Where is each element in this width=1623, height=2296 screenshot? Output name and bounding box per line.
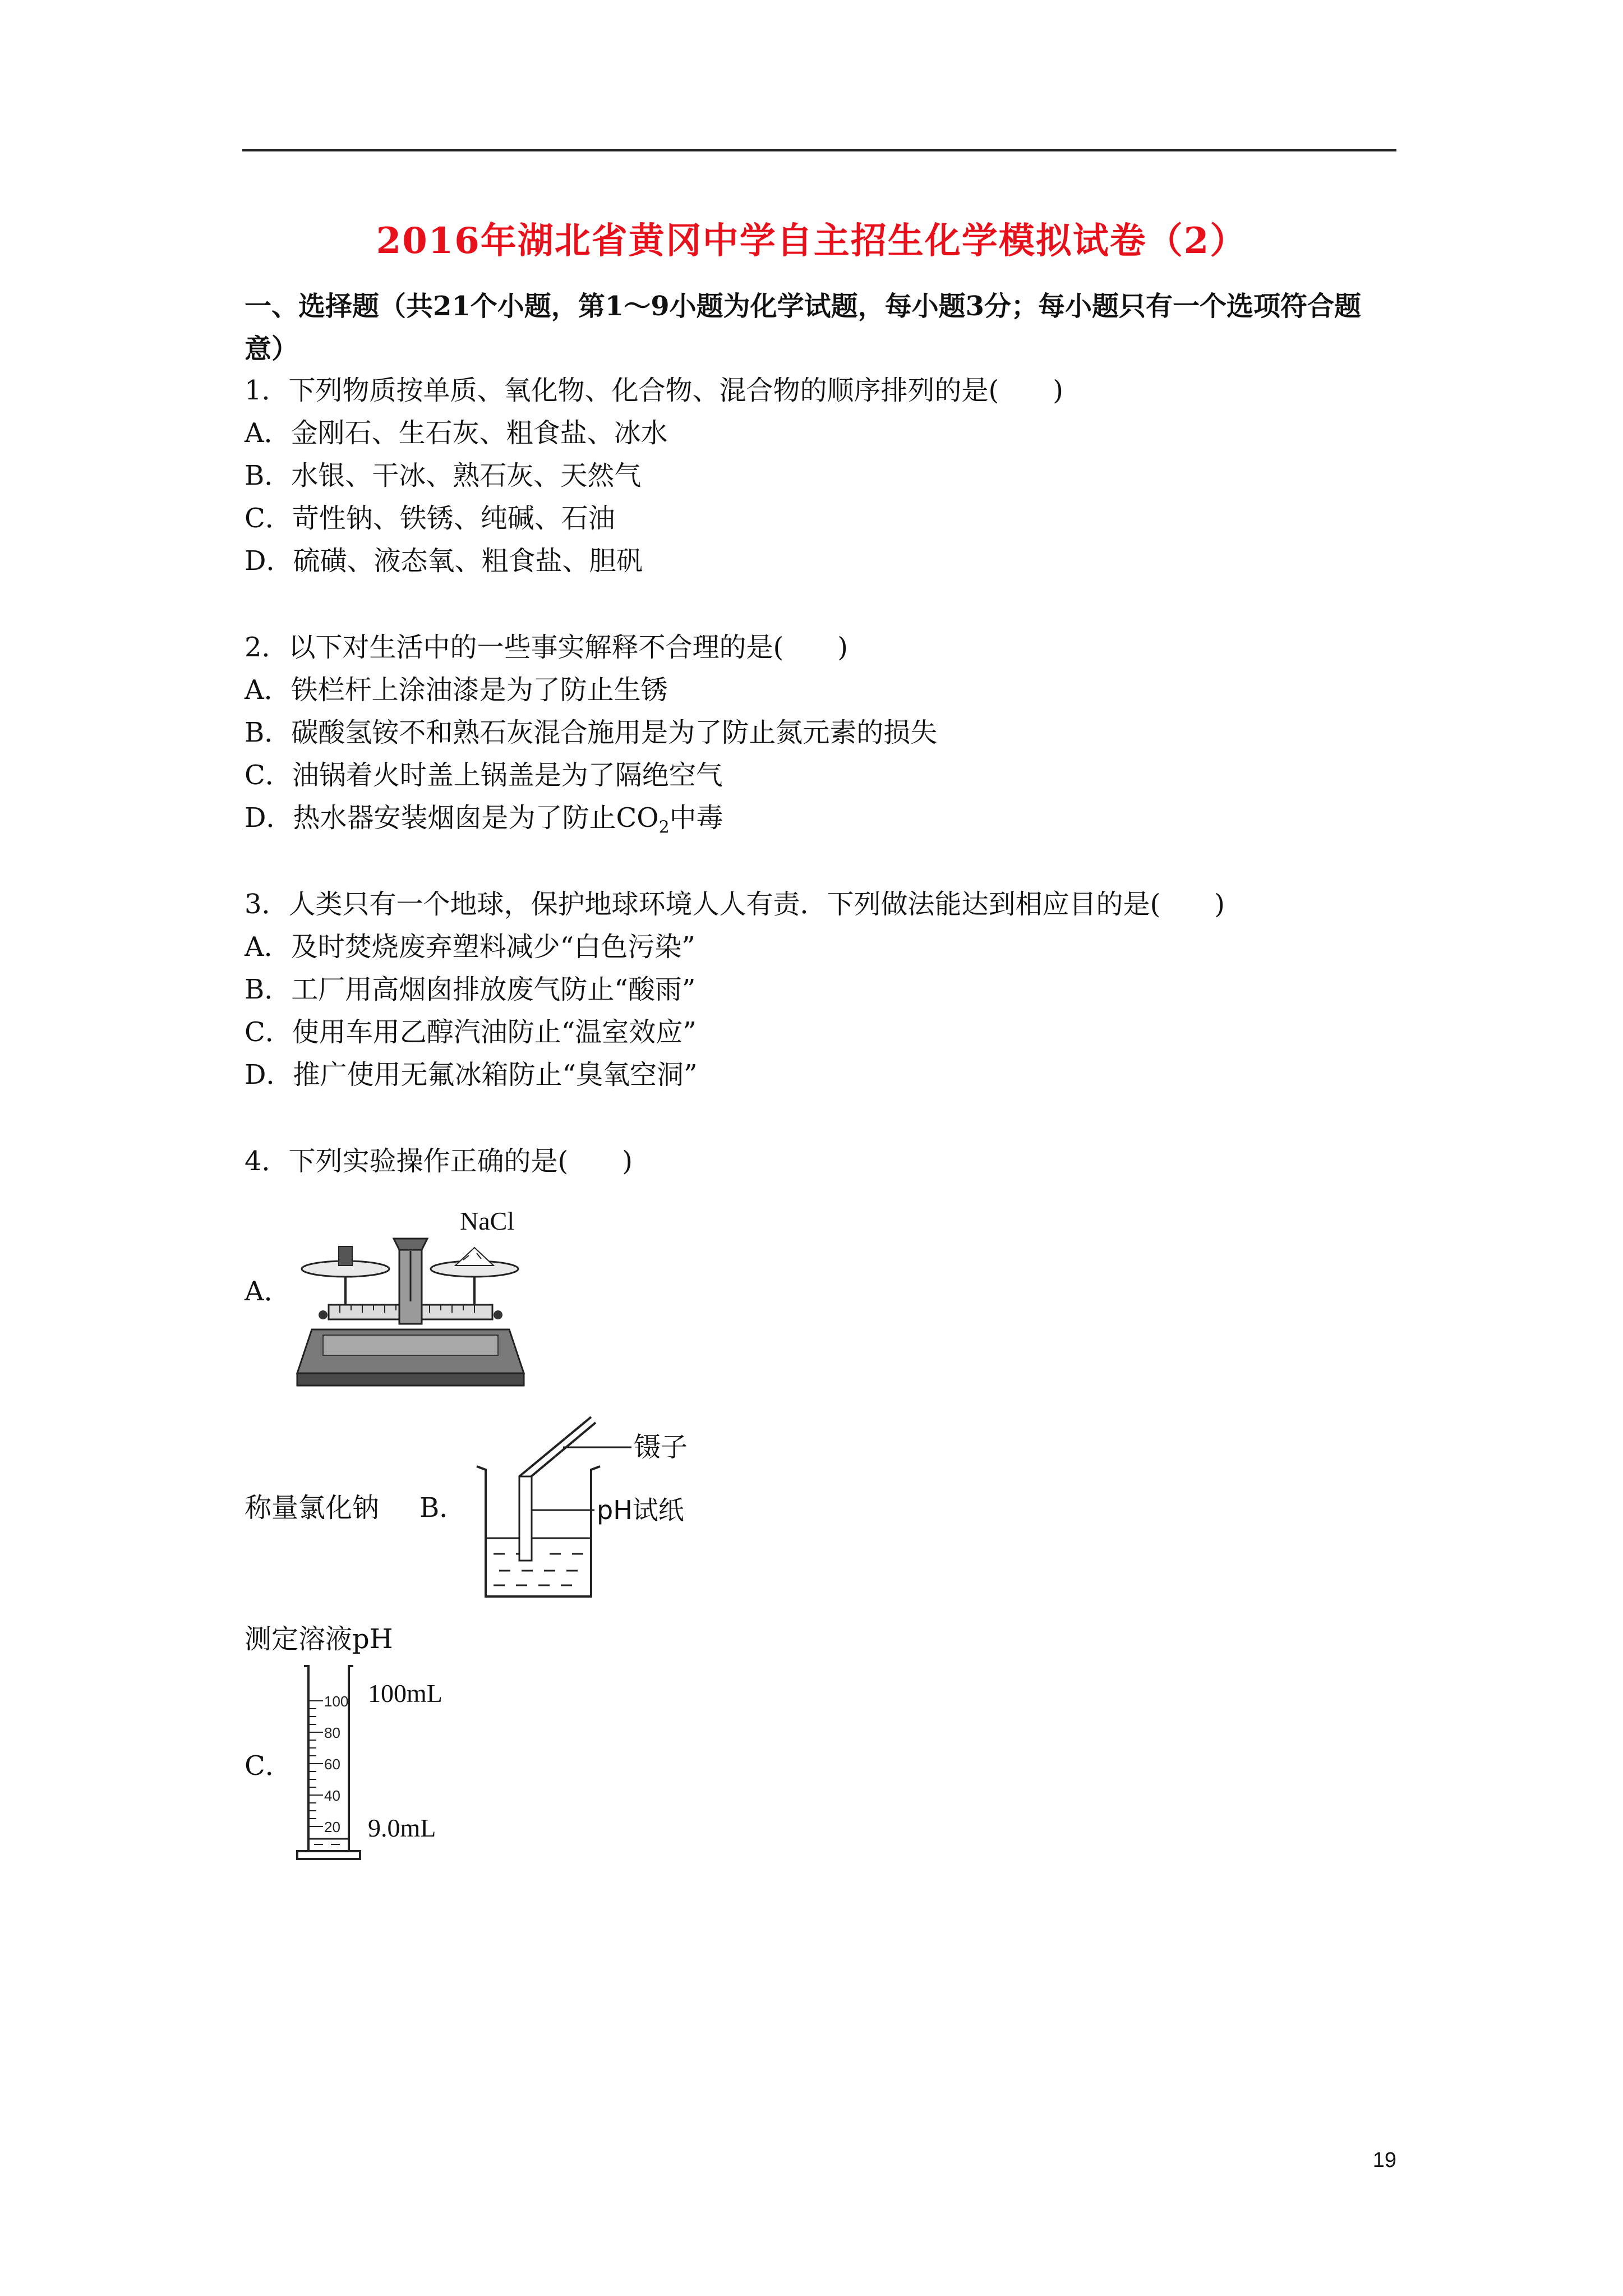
question-4-option-a-caption: 称量氯化钠: [245, 1492, 380, 1524]
balance-figure: [289, 1195, 532, 1392]
section-heading: 一、选择题（共21个小题，第1～9小题为化学试题，每小题3分；每小题只有一个选项符合题意）: [245, 291, 1361, 365]
balance-nacl-label: NaCl: [460, 1207, 515, 1235]
question-2-option-d: D．热水器安装烟囱是为了防止$CO_2$中毒: [245, 802, 723, 838]
question-1-option-a: A．金刚石、生石灰、粗食盐、冰水: [245, 417, 668, 449]
cylinder-scale-60: 60: [324, 1756, 340, 1773]
question-2-option-b: B．碳酸氢铵不和熟石灰混合施用是为了防止氮元素的损失: [245, 717, 938, 748]
question-1-stem: 1．下列物质按单质、氧化物、化合物、混合物的顺序排列的是( ): [245, 375, 1063, 406]
cylinder-scale-20: 20: [324, 1819, 340, 1835]
beaker-ph-paper-label: pH试纸: [597, 1495, 684, 1525]
question-2-option-c: C．油锅着火时盖上锅盖是为了隔绝空气: [245, 760, 723, 791]
question-2-option-a: A．铁栏杆上涂油漆是为了防止生锈: [245, 674, 668, 706]
question-4-stem: 4．下列实验操作正确的是( ): [245, 1145, 633, 1177]
question-3-option-c: C．使用车用乙醇汽油防止“温室效应”: [245, 1016, 697, 1048]
beaker-tweezers-label: 镊子: [634, 1432, 688, 1463]
page-title: 2016年湖北省黄冈中学自主招生化学模拟试卷（2）: [376, 220, 1247, 262]
cylinder-figure: [294, 1655, 473, 1868]
cylinder-scale-80: 80: [324, 1724, 340, 1741]
question-1-option-d: D．硫磺、液态氧、粗食盐、胆矾: [245, 545, 643, 577]
question-4-option-c-letter: C．: [245, 1750, 292, 1782]
cylinder-scale-40: 40: [324, 1787, 340, 1804]
question-3-option-a: A．及时焚烧废弃塑料减少“白色污染”: [245, 931, 695, 963]
question-3-option-b: B．工厂用高烟囱排放废气防止“酸雨”: [245, 974, 696, 1005]
question-3-option-d: D．推广使用无氟冰箱防止“臭氧空洞”: [245, 1059, 698, 1091]
question-4-option-a-letter: A．: [245, 1276, 291, 1307]
cylinder-volume-label: 9.0mL: [368, 1814, 436, 1842]
cylinder-scale-100: 100: [324, 1693, 349, 1710]
beaker-figure: [465, 1414, 712, 1604]
cylinder-capacity-label: 100mL: [368, 1679, 442, 1708]
question-1-option-c: C．苛性钠、铁锈、纯碱、石油: [245, 503, 615, 534]
question-2-stem: 2．以下对生活中的一些事实解释不合理的是( ): [245, 632, 848, 663]
header-rule: [242, 149, 1396, 151]
question-1-option-b: B．水银、干冰、熟石灰、天然气: [245, 460, 642, 491]
question-3-stem: 3．人类只有一个地球，保护地球环境人人有责．下列做法能达到相应目的是( ): [245, 889, 1225, 920]
question-4-option-b-letter: B．: [419, 1492, 467, 1524]
question-4-option-b-caption: 测定溶液pH: [245, 1623, 393, 1655]
page-number: 19: [1372, 2148, 1396, 2172]
